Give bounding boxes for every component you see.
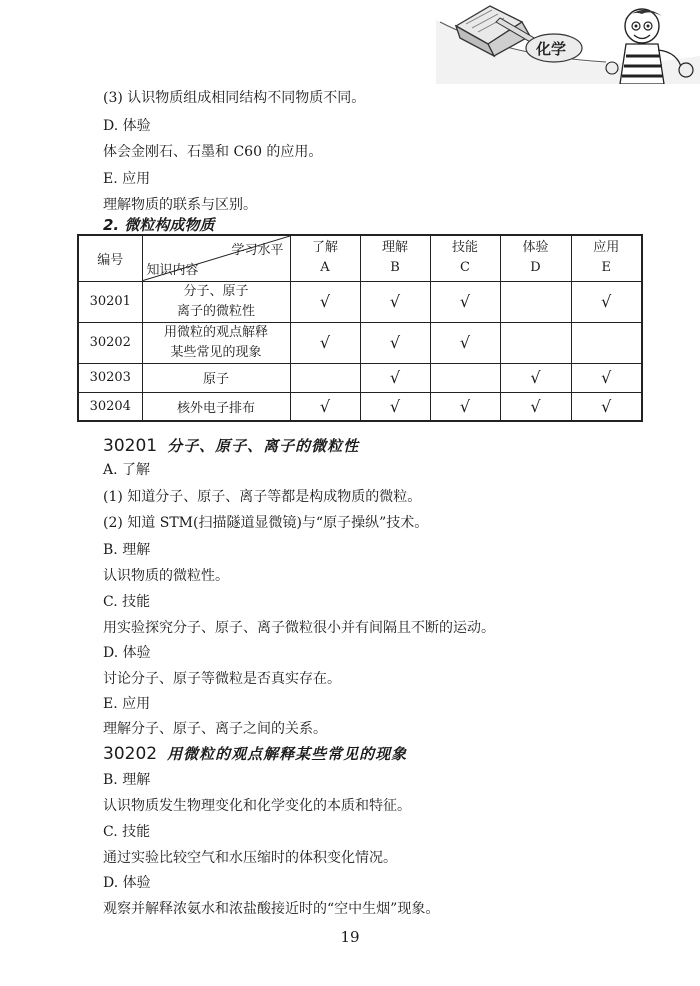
text-line: E. 应用 — [103, 171, 151, 187]
check-cell: √ — [360, 322, 430, 363]
check-cell — [500, 281, 571, 322]
diag-top-label: 学习水平 — [231, 243, 284, 258]
text-line: B. 理解 — [103, 772, 151, 788]
check-cell: √ — [290, 322, 360, 363]
level-header — [430, 235, 500, 281]
row-content: 原子 — [142, 363, 290, 392]
col-code-header: 编号 — [78, 235, 142, 281]
check-cell: √ — [430, 322, 500, 363]
text-line: 观察并解释浓氨水和浓盐酸接近时的“空中生烟”现象。 — [103, 901, 440, 917]
level-header — [500, 235, 571, 281]
text-line: 用实验探究分子、原子、离子微粒很小并有间隔且不断的运动。 — [103, 620, 495, 636]
level-letter: B — [390, 260, 400, 276]
check-cell: √ — [430, 281, 500, 322]
level-name: 理解 — [381, 240, 408, 256]
content-line: 用微粒的观点解释 — [163, 324, 268, 340]
topic-heading — [103, 433, 359, 459]
content-line: 分子、原子 — [183, 283, 249, 299]
level-header — [360, 235, 430, 281]
text-line: 认识物质的微粒性。 — [103, 568, 229, 584]
check-cell — [430, 363, 500, 392]
row-content: 核外电子排布 — [142, 392, 290, 421]
level-name: 了解 — [311, 240, 338, 256]
text-line: 理解分子、原子、离子之间的关系。 — [103, 721, 327, 737]
table-row — [78, 392, 642, 421]
text-line: E. 应用 — [103, 696, 151, 712]
subject-label: 化学 — [535, 40, 566, 58]
check-cell: √ — [430, 392, 500, 421]
row-content — [142, 281, 290, 322]
check-cell — [571, 322, 642, 363]
text-line: D. 体验 — [103, 118, 151, 134]
level-letter: D — [530, 260, 541, 276]
row-code: 30203 — [78, 363, 142, 392]
table-row — [78, 281, 642, 322]
table-row — [78, 363, 642, 392]
row-code: 30201 — [78, 281, 142, 322]
topic-heading — [103, 741, 407, 767]
text-line: D. 体验 — [103, 875, 151, 891]
content-line: 某些常见的现象 — [170, 344, 262, 360]
check-cell: √ — [500, 363, 571, 392]
check-cell: √ — [360, 281, 430, 322]
section-title: 2. 微粒构成物质 — [103, 216, 215, 234]
page-number: 19 — [340, 928, 360, 946]
level-letter: E — [601, 260, 611, 276]
check-cell: √ — [360, 363, 430, 392]
level-name: 体验 — [522, 240, 549, 256]
content-line: 离子的微粒性 — [176, 303, 255, 319]
topic-code: 30202 — [103, 744, 158, 764]
text-line: B. 理解 — [103, 542, 151, 558]
topic-code: 30201 — [103, 436, 158, 456]
text-line: C. 技能 — [103, 594, 151, 610]
level-name: 应用 — [593, 240, 620, 256]
row-code: 30204 — [78, 392, 142, 421]
check-cell: √ — [571, 281, 642, 322]
table-row — [78, 322, 642, 363]
diag-bottom-label: 知识内容 — [146, 262, 199, 278]
text-line: (2) 知道 STM(扫描隧道显微镜)与“原子操纵”技术。 — [103, 515, 429, 531]
check-cell: √ — [290, 392, 360, 421]
table-header-row — [78, 235, 642, 281]
knowledge-table — [77, 234, 643, 422]
text-line: 体会金刚石、石墨和 C60 的应用。 — [103, 144, 323, 160]
text-line: (3) 认识物质组成相同结构不同物质不同。 — [103, 90, 366, 106]
check-cell: √ — [500, 392, 571, 421]
check-cell: √ — [290, 281, 360, 322]
check-cell: √ — [571, 363, 642, 392]
text-line: 认识物质发生物理变化和化学变化的本质和特征。 — [103, 798, 411, 814]
level-letter: A — [320, 260, 330, 276]
check-cell: √ — [571, 392, 642, 421]
text-line: (1) 知道分子、原子、离子等都是构成物质的微粒。 — [103, 489, 422, 505]
text-line: C. 技能 — [103, 824, 151, 840]
topic-name: 用微粒的观点解释某些常见的现象 — [167, 745, 408, 763]
row-content — [142, 322, 290, 363]
check-cell — [290, 363, 360, 392]
level-header — [290, 235, 360, 281]
text-line: D. 体验 — [103, 645, 151, 661]
level-header — [571, 235, 642, 281]
row-code: 30202 — [78, 322, 142, 363]
diagonal-header-cell — [142, 235, 290, 281]
level-letter: C — [460, 260, 470, 276]
text-line: 通过实验比较空气和水压缩时的体积变化情况。 — [103, 850, 397, 866]
check-cell: √ — [360, 392, 430, 421]
level-name: 技能 — [451, 240, 478, 256]
topic-name: 分子、原子、离子的微粒性 — [167, 437, 360, 455]
check-cell — [500, 322, 571, 363]
text-line: A. 了解 — [103, 462, 151, 478]
text-line: 理解物质的联系与区别。 — [103, 197, 257, 213]
text-line: 讨论分子、原子等微粒是否真实存在。 — [103, 671, 341, 687]
